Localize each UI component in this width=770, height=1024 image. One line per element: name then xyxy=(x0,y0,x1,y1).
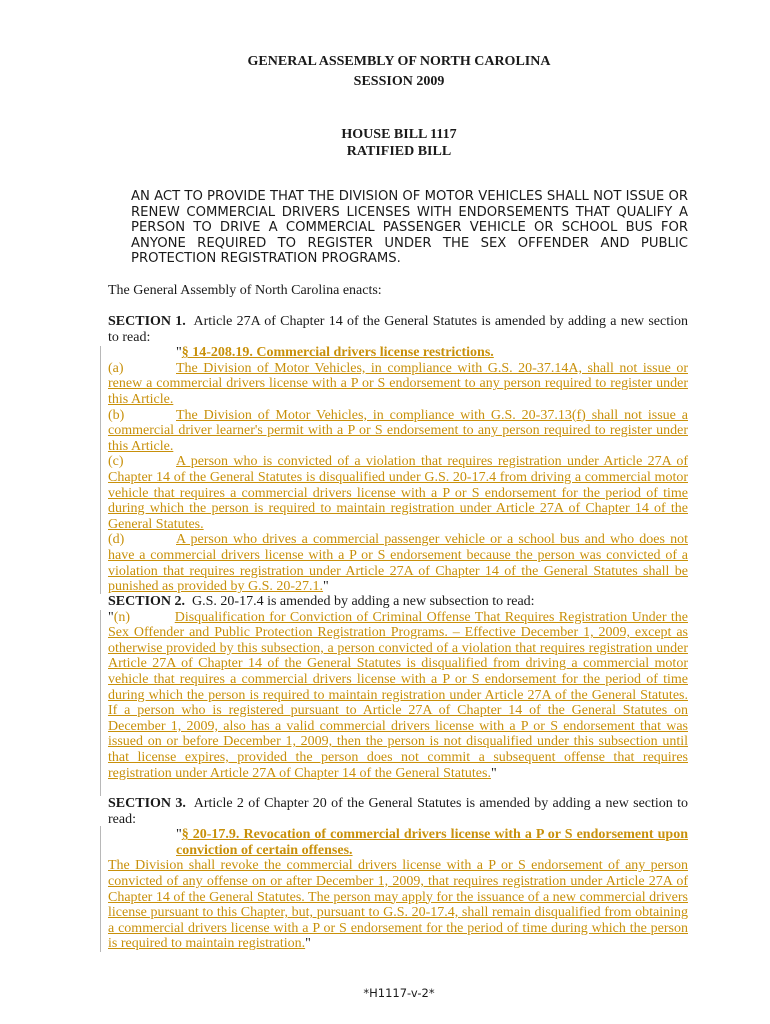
act-title: AN ACT TO PROVIDE THAT THE DIVISION OF MOTOR VEHICLES SHALL NOT ISSUE OR RENEW COMMERCIAL DRIVERS LICENSES WITH ENDORSEMENTS THAT QUALIFY A PERSON TO DRIVE A COMMERCIAL PASSENGER VEHICLE OR SCHOOL BUS FOR ANYONE REQUIRED TO REGISTER UNDER THE SEX OFFENDER AND PUBLIC PROTECTION REGISTRATION PROGRAMS. xyxy=(131,189,688,267)
close-quote: " xyxy=(490,765,497,781)
section-1-heading: § 14-208.19. Commercial drivers license restrictions. xyxy=(181,345,494,361)
section-2 xyxy=(108,594,688,781)
subsection-label: (d) xyxy=(108,532,125,548)
assembly-heading: GENERAL ASSEMBLY OF NORTH CAROLINA xyxy=(247,54,551,69)
section-3 xyxy=(108,796,688,952)
open-quote: " xyxy=(176,827,182,843)
enacting-clause: The General Assembly of North Carolina enacts: xyxy=(108,283,382,298)
subsection-label: (c) xyxy=(108,454,124,470)
subsection-text: Disqualification for Conviction of Criminal Offense That Requires Registration Under the Sex Offender and Public Protection Registration Programs. – Effective December 1, 2009, except as otherwise provided by this subsection, a person convicted of a violation that requires registration under Article 27A of Chapter 14 of the General Statutes is disqualified from driving a commercial motor vehicle that requires a commercial drivers license with a P or S endorsement for the period of time during which the person is required to maintain registration under Article 27A of the General Statutes. If a person who is registered pursuant to Article 27A of Chapter 14 of the General Statutes on December 1, 2009, also has a valid commercial drivers license with a P or S endorsement that was issued on or before December 1, 2009, then the person is not disqualified under this subsection until that license expires, provided the person does not commit a subsequent offense that requires registration under Article 27A of Chapter 14 of the General Statutes. xyxy=(108,609,688,781)
section-2-intro xyxy=(108,594,688,610)
subsection-text: The Division of Motor Vehicles, in compliance with G.S. 20-37.13(f) shall not issue a commercial driver learner's permit with a P or S endorsement to any person required to register under this Article. xyxy=(108,407,688,454)
session-heading: SESSION 2009 xyxy=(353,74,445,89)
bill-number: HOUSE BILL 1117 xyxy=(341,127,457,142)
subsection-c xyxy=(108,454,688,532)
subsection-a xyxy=(108,361,688,408)
section-3-heading-line xyxy=(108,827,688,858)
subsection-b xyxy=(108,408,688,455)
subsection-text: A person who drives a commercial passenger vehicle or a school bus and who does not have a commercial drivers license with a P or S endorsement because the person was convicted of a violation that requires registration under Article 27A of Chapter 14 of the General Statutes shall be punished as provided by G.S. 20-27.1. xyxy=(108,532,688,595)
section-2-label: SECTION 2. xyxy=(108,594,186,609)
change-bar xyxy=(100,826,101,952)
section-1-intro xyxy=(108,314,688,345)
change-bar xyxy=(100,610,101,796)
section-3-body xyxy=(108,858,688,952)
subsection-label: (a) xyxy=(108,360,124,376)
section-3-body-text: The Division shall revoke the commercial drivers license with a P or S endorsement of any person convicted of any offense on or after December 1, 2009, that requires registration under Article 27A of Chapter 14 of the General Statutes. The person may apply for the issuance of a new commercial drivers license pursuant to this Chapter, but, pursuant to G.S. 20-17.4, shall remain disqualified from obtaining a commercial drivers license with a P or S endorsement for the period of time during which the person is required to maintain registration. xyxy=(108,858,688,952)
subsection-label: (n) xyxy=(113,609,131,625)
section-3-heading: § 20-17.9. Revocation of commercial drivers license with a P or S endorsement upon conviction of certain offenses. xyxy=(176,827,688,858)
section-3-label: SECTION 3. xyxy=(108,796,186,811)
section-3-intro xyxy=(108,796,688,827)
section-1-label: SECTION 1. xyxy=(108,314,186,329)
section-1-text: Article 27A of Chapter 14 of the General Statutes is amended by adding a new section to read: xyxy=(108,314,688,345)
bill-status: RATIFIED BILL xyxy=(346,144,452,159)
subsection-text: A person who is convicted of a violation that requires registration under Article 27A of Chapter 14 of the General Statutes is disqualified under G.S. 20-17.4 from driving a commercial motor vehicle that requires a commercial drivers license with a P or S endorsement for the period of time during which the person is required to maintain registration under Article 27A of Chapter 14 of the General Statutes. xyxy=(108,454,688,532)
section-2-text: G.S. 20-17.4 is amended by adding a new subsection to read: xyxy=(192,594,535,609)
page-footer-code: *H1117-v-2* xyxy=(363,986,435,1000)
open-quote: " xyxy=(108,609,114,625)
section-1-heading-line xyxy=(108,345,688,361)
subsection-label: (b) xyxy=(108,407,125,423)
subsection-d xyxy=(108,532,688,594)
close-quote: " xyxy=(305,936,311,952)
section-3-text: Article 2 of Chapter 20 of the General Statutes is amended by adding a new section to read: xyxy=(108,796,688,827)
section-1 xyxy=(108,314,688,595)
open-quote: " xyxy=(176,345,182,361)
subsection-n xyxy=(108,610,688,782)
change-bar xyxy=(100,346,101,594)
subsection-text: The Division of Motor Vehicles, in compliance with G.S. 20-37.14A, shall not issue or renew a commercial drivers license with a P or S endorsement to any person required to register under this Article. xyxy=(108,360,688,407)
close-quote: " xyxy=(323,579,329,595)
